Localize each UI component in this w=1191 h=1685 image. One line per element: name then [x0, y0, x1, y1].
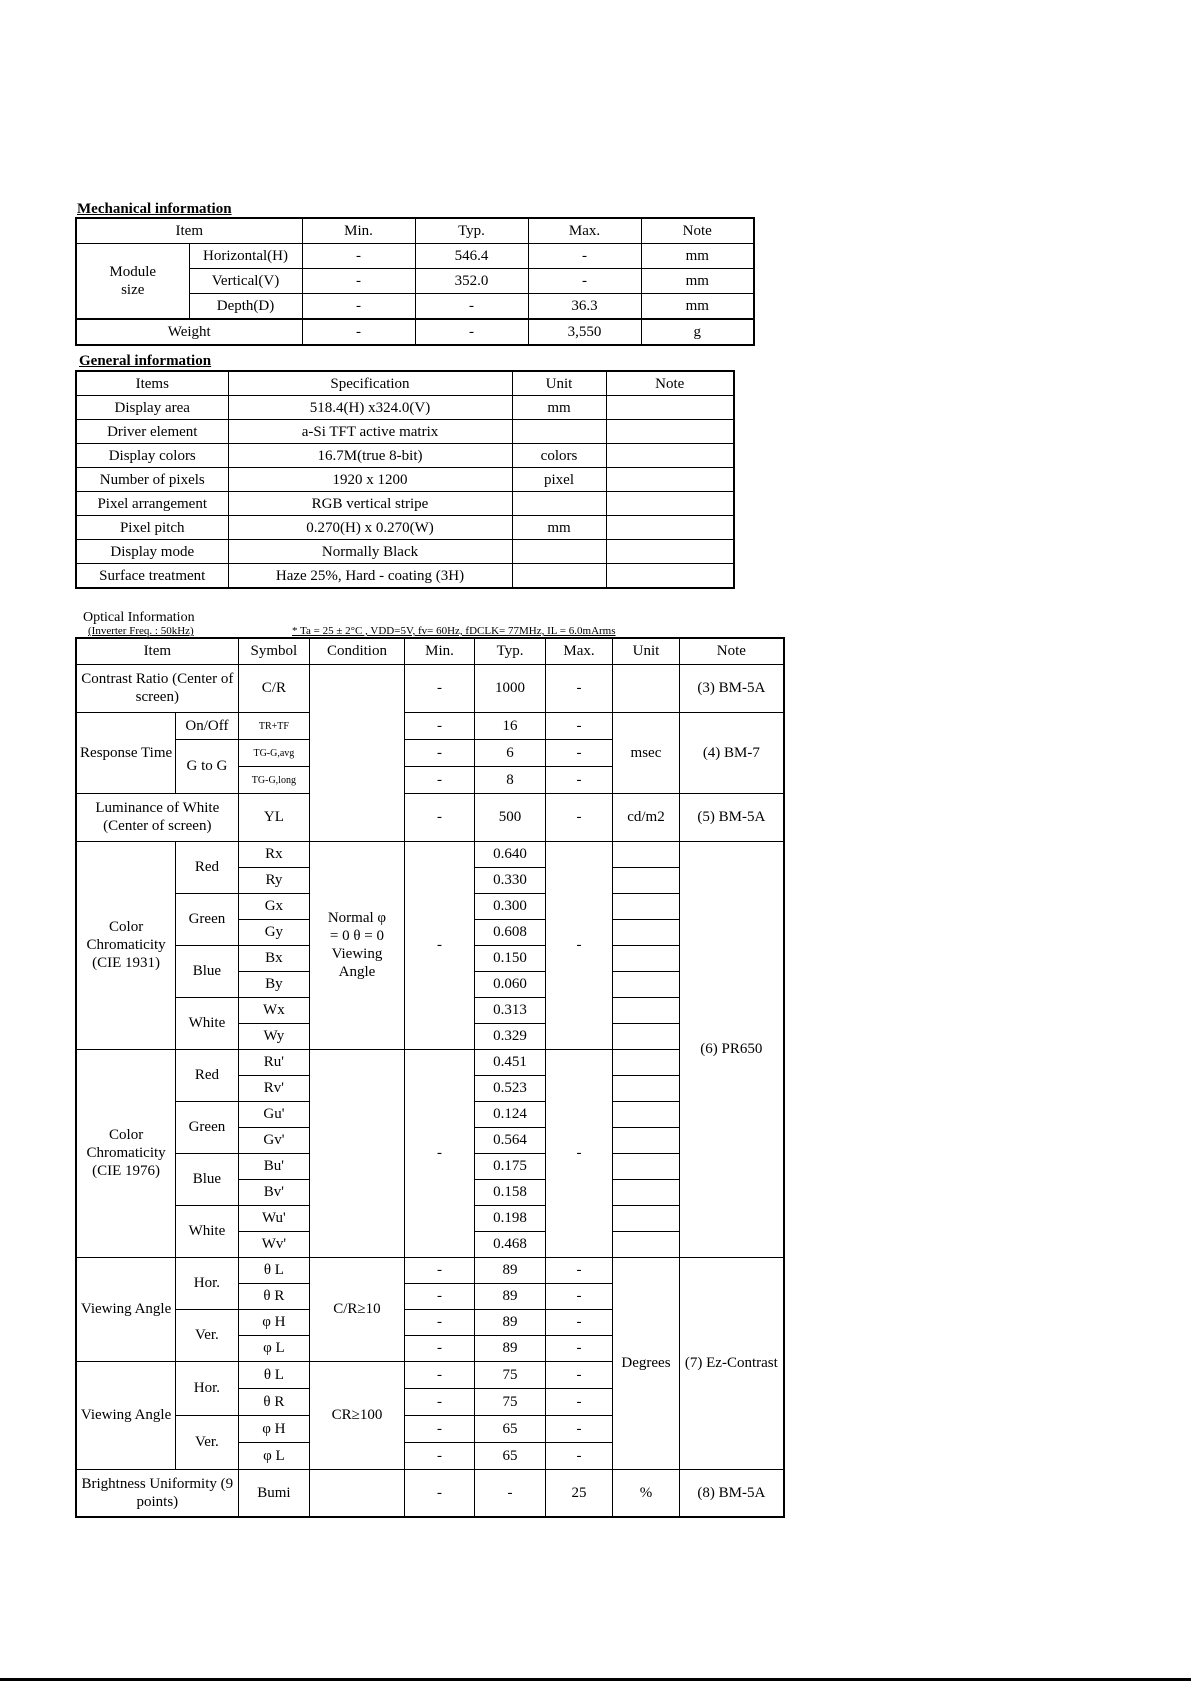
opt-typ: 0.150 — [475, 945, 545, 971]
opt-min: - — [404, 1049, 474, 1257]
gen-spec: RGB vertical stripe — [228, 492, 512, 516]
mechanical-header-row — [76, 218, 754, 244]
gen-unit: colors — [512, 444, 606, 468]
table-row — [76, 664, 784, 712]
viewing-condition: C/R≥10 — [310, 1257, 405, 1361]
opt-min: - — [404, 1309, 474, 1335]
opt-symbol: φ L — [238, 1335, 310, 1361]
gen-header-spec: Specification — [228, 371, 512, 396]
table-row — [76, 841, 784, 867]
mech-header-note: Note — [641, 218, 754, 244]
opt-max: - — [545, 1361, 612, 1388]
opt-typ: 0.564 — [475, 1127, 545, 1153]
viewing-angle-item: Viewing Angle — [76, 1361, 176, 1469]
opt-symbol: Bx — [238, 945, 310, 971]
opt-min: - — [404, 1388, 474, 1415]
opt-unit: cd/m2 — [613, 793, 679, 841]
color-label: Green — [176, 1101, 238, 1153]
gen-item: Display area — [76, 396, 228, 420]
opt-typ: 65 — [475, 1442, 545, 1469]
opt-symbol: θ L — [238, 1257, 310, 1283]
opt-header-max: Max. — [545, 638, 612, 664]
opt-typ: 89 — [475, 1257, 545, 1283]
gen-item: Number of pixels — [76, 468, 228, 492]
opt-header-min: Min. — [404, 638, 474, 664]
g-to-g-label: G to G — [176, 739, 238, 793]
opt-max: - — [545, 1442, 612, 1469]
opt-unit — [613, 971, 679, 997]
brightness-item: Brightness Uniformity (9 points) — [76, 1469, 238, 1517]
chroma-1931-item: Color Chromaticity (CIE 1931) — [76, 841, 176, 1049]
opt-symbol: Rv' — [238, 1075, 310, 1101]
color-label: Red — [176, 1049, 238, 1101]
opt-min: - — [404, 766, 474, 793]
gen-note — [606, 444, 734, 468]
opt-symbol — [238, 712, 310, 739]
opt-typ: - — [475, 1469, 545, 1517]
opt-unit — [613, 1023, 679, 1049]
opt-max: - — [545, 841, 612, 1049]
opt-typ: 6 — [475, 739, 545, 766]
opt-note: (3) BM-5A — [679, 664, 784, 712]
opt-typ: 0.124 — [475, 1101, 545, 1127]
mech-min: - — [302, 269, 415, 294]
gen-unit — [512, 492, 606, 516]
table-row — [76, 1257, 784, 1283]
opt-max: - — [545, 712, 612, 739]
opt-unit: % — [613, 1469, 679, 1517]
opt-typ: 0.329 — [475, 1023, 545, 1049]
mech-item: Depth(D) — [189, 294, 302, 320]
opt-condition — [310, 1469, 405, 1517]
opt-min: - — [404, 1335, 474, 1361]
mech-max: 3,550 — [528, 319, 641, 345]
opt-unit — [613, 1049, 679, 1075]
color-label: White — [176, 1205, 238, 1257]
color-label: Blue — [176, 945, 238, 997]
hor-label: Hor. — [176, 1361, 238, 1415]
gen-unit — [512, 564, 606, 589]
gen-item: Display colors — [76, 444, 228, 468]
opt-symbol: φ H — [238, 1309, 310, 1335]
mechanical-table — [75, 217, 755, 346]
color-label: Green — [176, 893, 238, 945]
opt-min: - — [404, 1469, 474, 1517]
ver-label: Ver. — [176, 1309, 238, 1361]
optical-table — [75, 637, 785, 1518]
gen-unit: pixel — [512, 468, 606, 492]
gen-unit: mm — [512, 396, 606, 420]
table-row — [76, 1049, 784, 1075]
viewing-condition: CR≥100 — [310, 1361, 405, 1469]
opt-typ: 0.451 — [475, 1049, 545, 1075]
opt-symbol: θ L — [238, 1361, 310, 1388]
opt-typ: 0.523 — [475, 1075, 545, 1101]
general-header-row — [76, 371, 734, 396]
gen-spec: a-Si TFT active matrix — [228, 420, 512, 444]
opt-symbol: Wx — [238, 997, 310, 1023]
viewing-angle-item: Viewing Angle — [76, 1257, 176, 1361]
opt-typ: 0.060 — [475, 971, 545, 997]
opt-unit — [613, 867, 679, 893]
opt-max: - — [545, 1415, 612, 1442]
gen-header-unit: Unit — [512, 371, 606, 396]
gen-note — [606, 468, 734, 492]
opt-min: - — [404, 664, 474, 712]
opt-typ: 16 — [475, 712, 545, 739]
optical-header-row — [76, 638, 784, 664]
measurement-conditions: * Ta = 25 ± 2°C , VDD=5V, fv= 60Hz, fDCLK= 77MHz, IL = 6.0mArms — [292, 625, 616, 637]
opt-note: (6) PR650 — [679, 841, 784, 1257]
gen-spec: 1920 x 1200 — [228, 468, 512, 492]
opt-symbol: Wu' — [238, 1205, 310, 1231]
opt-unit: msec — [613, 712, 679, 793]
gen-item: Pixel pitch — [76, 516, 228, 540]
color-label: Blue — [176, 1153, 238, 1205]
opt-symbol: Rx — [238, 841, 310, 867]
opt-typ: 1000 — [475, 664, 545, 712]
opt-min: - — [404, 1361, 474, 1388]
opt-typ: 8 — [475, 766, 545, 793]
opt-unit — [613, 1127, 679, 1153]
opt-symbol: C/R — [238, 664, 310, 712]
table-row — [76, 793, 784, 841]
opt-min: - — [404, 841, 474, 1049]
opt-typ: 89 — [475, 1283, 545, 1309]
gen-spec: Normally Black — [228, 540, 512, 564]
module-size-label: Module size — [76, 244, 189, 320]
opt-max: - — [545, 1388, 612, 1415]
opt-max: - — [545, 1049, 612, 1257]
opt-typ: 0.640 — [475, 841, 545, 867]
table-row — [76, 712, 784, 739]
general-table — [75, 370, 735, 589]
opt-unit — [613, 1153, 679, 1179]
response-item: Response Time — [76, 712, 176, 793]
page-bottom-rule — [0, 1678, 1191, 1681]
gen-note — [606, 564, 734, 589]
opt-header-unit: Unit — [613, 638, 679, 664]
opt-symbol: Gy — [238, 919, 310, 945]
opt-typ: 0.608 — [475, 919, 545, 945]
gen-item: Pixel arrangement — [76, 492, 228, 516]
opt-unit — [613, 1231, 679, 1257]
mech-note: mm — [641, 294, 754, 320]
opt-unit — [613, 664, 679, 712]
opt-symbol — [238, 739, 310, 766]
opt-typ: 75 — [475, 1361, 545, 1388]
gen-item: Driver element — [76, 420, 228, 444]
on-off-label: On/Off — [176, 712, 238, 739]
opt-symbol: YL — [238, 793, 310, 841]
gen-spec: 518.4(H) x324.0(V) — [228, 396, 512, 420]
mech-typ: 352.0 — [415, 269, 528, 294]
opt-note: (5) BM-5A — [679, 793, 784, 841]
opt-min: - — [404, 1442, 474, 1469]
opt-max: - — [545, 766, 612, 793]
opt-unit — [613, 841, 679, 867]
mech-min: - — [302, 294, 415, 320]
optical-title: Optical Information — [83, 610, 195, 625]
gen-note — [606, 492, 734, 516]
opt-header-note: Note — [679, 638, 784, 664]
mech-typ: - — [415, 319, 528, 345]
table-row — [76, 540, 734, 564]
opt-header-typ: Typ. — [475, 638, 545, 664]
opt-unit — [613, 945, 679, 971]
mech-max: - — [528, 269, 641, 294]
opt-symbol: Ru' — [238, 1049, 310, 1075]
gen-spec: 0.270(H) x 0.270(W) — [228, 516, 512, 540]
condition-blank-upper — [310, 664, 405, 841]
opt-unit: Degrees — [613, 1257, 679, 1469]
opt-unit — [613, 1179, 679, 1205]
opt-min: - — [404, 712, 474, 739]
mech-typ: - — [415, 294, 528, 320]
mech-item: Vertical(V) — [189, 269, 302, 294]
mech-header-typ: Typ. — [415, 218, 528, 244]
opt-unit — [613, 1101, 679, 1127]
mech-note: mm — [641, 244, 754, 269]
inverter-freq-note: (Inverter Freq. : 50kHz) — [88, 625, 194, 637]
opt-typ: 0.175 — [475, 1153, 545, 1179]
opt-min: - — [404, 739, 474, 766]
opt-max: - — [545, 1257, 612, 1283]
opt-min: - — [404, 1257, 474, 1283]
color-label: White — [176, 997, 238, 1049]
opt-symbol: θ R — [238, 1283, 310, 1309]
gen-item: Surface treatment — [76, 564, 228, 589]
normal-condition: Normal φ = 0 θ = 0 Viewing Angle — [310, 841, 405, 1049]
gen-item: Display mode — [76, 540, 228, 564]
table-row — [76, 420, 734, 444]
opt-symbol: By — [238, 971, 310, 997]
gen-header-items: Items — [76, 371, 228, 396]
symbol-text: TG-G,avg — [253, 747, 295, 759]
opt-unit — [613, 1075, 679, 1101]
opt-symbol: Wy — [238, 1023, 310, 1049]
table-row — [76, 396, 734, 420]
opt-typ: 0.468 — [475, 1231, 545, 1257]
gen-note — [606, 516, 734, 540]
mech-min: - — [302, 244, 415, 269]
mech-item: Horizontal(H) — [189, 244, 302, 269]
opt-typ: 65 — [475, 1415, 545, 1442]
opt-note: (4) BM-7 — [679, 712, 784, 793]
mech-header-max: Max. — [528, 218, 641, 244]
symbol-text: TR+TF — [258, 720, 289, 732]
table-row — [76, 468, 734, 492]
hor-label: Hor. — [176, 1257, 238, 1309]
mech-max: 36.3 — [528, 294, 641, 320]
condition-blank-lower — [310, 1049, 405, 1257]
gen-header-note: Note — [606, 371, 734, 396]
opt-min: - — [404, 793, 474, 841]
opt-typ: 75 — [475, 1388, 545, 1415]
opt-typ: 0.198 — [475, 1205, 545, 1231]
color-label: Red — [176, 841, 238, 893]
opt-symbol: Gv' — [238, 1127, 310, 1153]
table-row — [76, 564, 734, 589]
opt-unit — [613, 893, 679, 919]
table-row — [76, 492, 734, 516]
table-row — [76, 319, 754, 345]
table-row — [76, 516, 734, 540]
opt-max: - — [545, 793, 612, 841]
opt-typ: 0.158 — [475, 1179, 545, 1205]
opt-symbol — [238, 766, 310, 793]
opt-min: - — [404, 1283, 474, 1309]
opt-typ: 0.300 — [475, 893, 545, 919]
opt-symbol: Ry — [238, 867, 310, 893]
gen-note — [606, 420, 734, 444]
opt-max: - — [545, 739, 612, 766]
opt-note: (7) Ez-Contrast — [679, 1257, 784, 1469]
mech-max: - — [528, 244, 641, 269]
opt-note: (8) BM-5A — [679, 1469, 784, 1517]
opt-symbol: Bv' — [238, 1179, 310, 1205]
mech-min: - — [302, 319, 415, 345]
opt-max: - — [545, 1283, 612, 1309]
opt-header-condition: Condition — [310, 638, 405, 664]
general-title: General information — [79, 353, 212, 369]
ver-label: Ver. — [176, 1415, 238, 1469]
table-row — [76, 444, 734, 468]
mechanical-title: Mechanical information — [77, 201, 232, 217]
gen-note — [606, 540, 734, 564]
opt-max: - — [545, 664, 612, 712]
opt-symbol: φ H — [238, 1415, 310, 1442]
opt-typ: 89 — [475, 1309, 545, 1335]
opt-unit — [613, 919, 679, 945]
gen-unit — [512, 540, 606, 564]
gen-spec: Haze 25%, Hard - coating (3H) — [228, 564, 512, 589]
opt-symbol: Gu' — [238, 1101, 310, 1127]
mech-header-item: Item — [76, 218, 302, 244]
opt-unit — [613, 1205, 679, 1231]
opt-symbol: Gx — [238, 893, 310, 919]
opt-header-symbol: Symbol — [238, 638, 310, 664]
opt-unit — [613, 997, 679, 1023]
chroma-1976-item: Color Chromaticity (CIE 1976) — [76, 1049, 176, 1257]
opt-symbol: θ R — [238, 1388, 310, 1415]
weight-label: Weight — [76, 319, 302, 345]
opt-symbol: φ L — [238, 1442, 310, 1469]
opt-typ: 89 — [475, 1335, 545, 1361]
mech-header-min: Min. — [302, 218, 415, 244]
contrast-item: Contrast Ratio (Center of screen) — [76, 664, 238, 712]
gen-unit — [512, 420, 606, 444]
opt-symbol: Bumi — [238, 1469, 310, 1517]
table-row — [76, 244, 754, 269]
opt-typ: 500 — [475, 793, 545, 841]
mech-note: mm — [641, 269, 754, 294]
gen-unit: mm — [512, 516, 606, 540]
opt-max: - — [545, 1335, 612, 1361]
opt-symbol: Wv' — [238, 1231, 310, 1257]
mech-note: g — [641, 319, 754, 345]
opt-header-item: Item — [76, 638, 238, 664]
luminance-item: Luminance of White (Center of screen) — [76, 793, 238, 841]
mech-typ: 546.4 — [415, 244, 528, 269]
opt-symbol: Bu' — [238, 1153, 310, 1179]
opt-typ: 0.330 — [475, 867, 545, 893]
opt-typ: 0.313 — [475, 997, 545, 1023]
gen-note — [606, 396, 734, 420]
gen-spec: 16.7M(true 8-bit) — [228, 444, 512, 468]
symbol-text: TG-G,long — [251, 774, 296, 786]
opt-max: 25 — [545, 1469, 612, 1517]
table-row — [76, 1469, 784, 1517]
opt-min: - — [404, 1415, 474, 1442]
opt-max: - — [545, 1309, 612, 1335]
